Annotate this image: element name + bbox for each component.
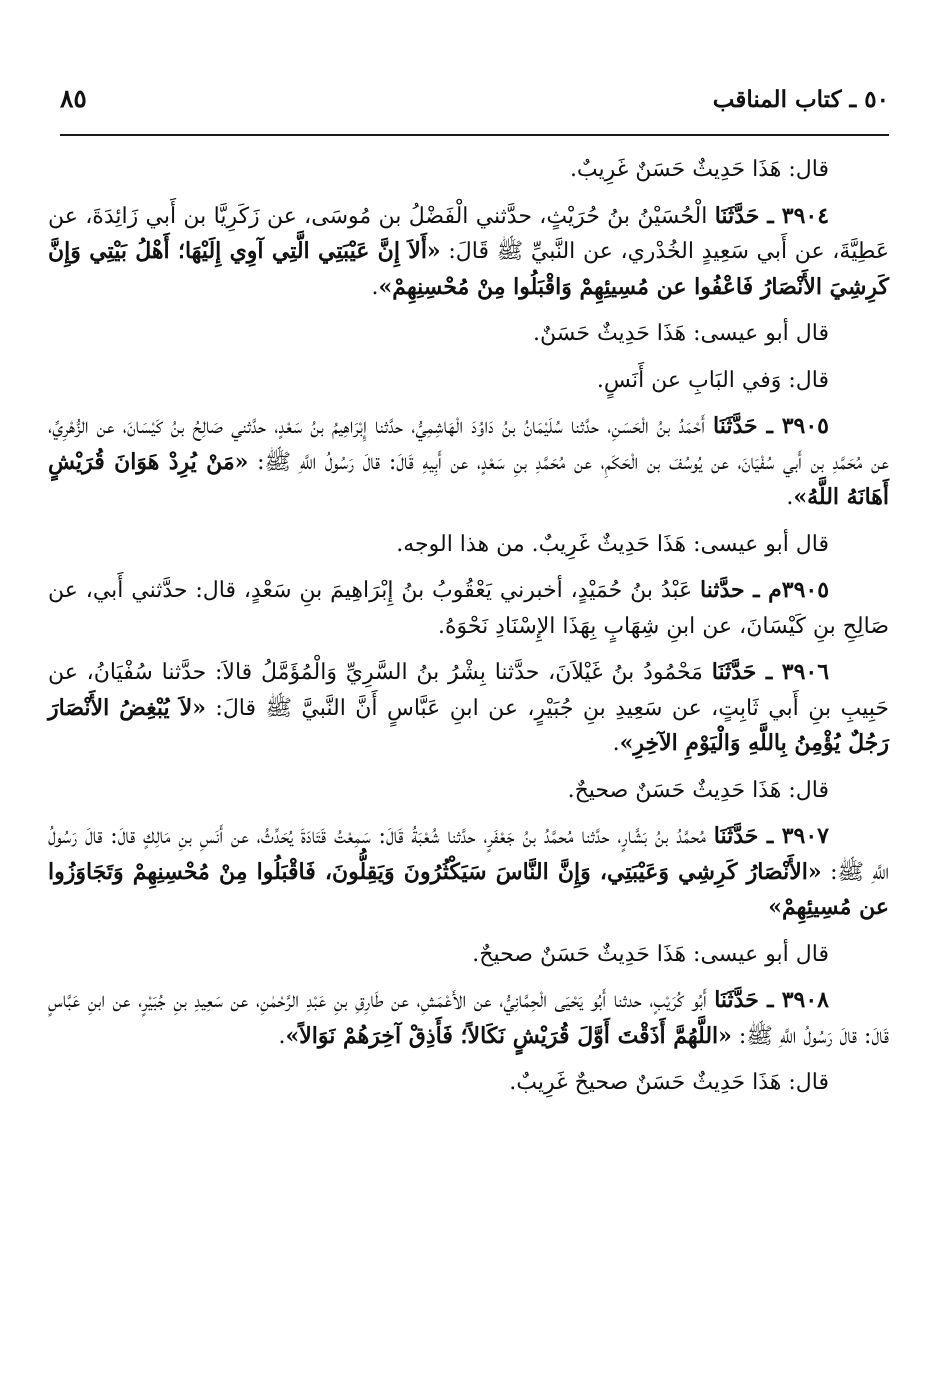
isnad-text: أَحْمَدُ بنُ الْحَسَنِ، حدَّثنا سُلَيْمَانُ بنُ دَاوُدَ الْهَاشِمِيُّ، حدَّثنا إِبْرَاهِيمُ بنُ سَعْدٍ، حدَّثني صَالِحُ بنُ كَيْسَانَ، عن الزُّهْرِيِّ، عن مُحَمَّدِ بن أَبي سُفْيَانَ، عن يُوسُفَ بن الْحَكَمِ، عن مُحَمَّدِ بنِ سَعْدٍ، عن أَبِيهِ قَالَ: قالَ رَسُولُ اللَّهِ ﷺ: [48, 414, 889, 475]
hadith-3905: ٣٩٠٥ ـ حَدَّثَنَا أَحْمَدُ بنُ الْحَسَنِ، حدَّثنا سُلَيْمَانُ بنُ دَاوُدَ الْهَاشِمِيُّ، حدَّثنا إِبْرَاهِيمُ بنُ سَعْدٍ، حدَّثني صَالِحُ بنُ كَيْسَانَ، عن الزُّهْرِيِّ، عن مُحَمَّدِ بن أَبي سُفْيَانَ، عن يُوسُفَ بن الْحَكَمِ، عن مُحَمَّدِ بنِ سَعْدٍ، عن أَبِيهِ قَالَ: قالَ رَسُولُ اللَّهِ ﷺ: «مَنْ يُرِدْ هَوَانَ قُرَيْشٍ أَهَانَهُ اللَّهُ». [48, 413, 889, 510]
hadith-number: ٣٩٠٥ [781, 413, 829, 439]
hadith-tail: . [371, 274, 379, 300]
note-text: قال أبو عيسى: هَذَا حَدِيثٌ حَسَنٌ صحيحٌ. [472, 941, 829, 967]
hadith-number: ٣٩٠٥م [768, 577, 830, 603]
chapter-note [48, 363, 889, 399]
page-number: ٨٥ [60, 84, 87, 113]
note-text: قال: هَذَا حَدِيثٌ حَسَنٌ صحيحٌ غَرِيبٌ. [509, 1070, 829, 1095]
isnad-text: مَحْمُودُ بنُ غَيْلاَنَ، حدَّثنا بِشْرُ بنُ السَّرِيِّ وَالْمُؤَمَّلُ قالاَ: حدَّثنا سُفْيَانُ، عن حَبِيبِ بنِ أَبي ثَابِتٍ، عن سَعِيدِ بنِ جُبَيْرٍ، عن ابنِ عَبَّاسٍ أَنَّ النَّبيَّ ﷺ قالَ: [48, 660, 889, 721]
isnad-text: الْحُسَيْنُ بنُ حُرَيْثٍ، حدَّثني الْفَضْلُ بن مُوسَى، عن زَكَرِيَّا بن أَبي زَائِدَةَ، عن عَطِيَّةَ، عن أَبي سَعِيدٍ الخُدْري، عن النَّبيِّ ﷺ قَالَ: [48, 203, 890, 264]
hadith-tail: . [786, 485, 794, 510]
note-text: قال: وَفي البَابِ عن أَنَسٍ. [596, 367, 829, 393]
grading-note [48, 316, 889, 352]
hadith-number: ٣٩٠٤ [781, 202, 830, 229]
matn-text: «أَلاَ إِنَّ عَيْبَتِي الَّتِي آوِي إِلَيْهَا؛ أَهْلُ بَيْتِي وَإِنَّ كَرِشِيَ الأَنْصَارُ فَاعْفُوا عن مُسِيئِهِمْ وَاقْبَلُوا مِنْ مُحْسِنِهِمْ» [48, 238, 889, 300]
isnad-text: عَبْدُ بنُ حُمَيْدٍ، أخبرني يَعْقُوبُ بنُ إِبْرَاهِيمَ بنِ سَعْدٍ، قال: حدَّثني أَبي، عن صَالِحِ بنِ كَيْسَانَ، عن ابنِ شِهَابٍ بِهَذَا الإِسْنَادِ نَحْوَهُ. [48, 578, 889, 639]
haddathana-keyword: حَدَّثَنَا [714, 202, 760, 229]
isnad-text: أَبُو كُرَيْبٍ، حدثنا أَبُو يَحْيَى الْحِمَّانِيُّ، عن الأَعْمَشِ، عن طَارِقِ بنِ عَبْدِ الرَّحْمٰنِ، عن سَعِيدِ بنِ جُبَيْرٍ، عن ابنِ عَبَّاسٍ قَالَ: قالَ رَسُولُ اللَّهِ ﷺ: [48, 988, 889, 1049]
chapter-title: ٥٠ ـ كتاب المناقب [712, 86, 889, 113]
hadith-3907: ٣٩٠٧ ـ حَدَّثَنَا مُحمَّدُ بنُ بَشَّارٍ، حدَّثنا مُحمَّدُ بنُ جَعْفَرٍ، حدَّثنا شُعْبَةُ قَالَ: سَمِعْتُ قَتَادَةَ يُحَدِّثُ، عن أَنَسِ بنِ مَالِكٍ قالَ: قالَ رَسُولُ اللَّهِ ﷺ: «الأَنْصَارُ كَرِشِي وَعَيْبَتِي، وَإِنَّ النَّاسَ سَيَكْثُرُونَ وَيَقِلُّونَ، فَاقْبَلُوا مِنْ مُحْسِنِهِمْ وَتَجَاوَزُوا عن مُسِيئِهِمْ» [48, 823, 889, 920]
header-divider [60, 134, 889, 136]
grading-note [48, 527, 889, 563]
hadith-tail: . [278, 1023, 286, 1049]
haddathana-keyword: حَدَّثَنَا [714, 987, 759, 1013]
note-text: قال أبو عيسى: هَذَا حَدِيثٌ حَسَنٌ. [532, 321, 829, 346]
matn-text: «مَنْ يُرِدْ هَوَانَ قُرَيْشٍ أَهَانَهُ اللَّهُ» [48, 448, 889, 510]
haddathana-keyword: حدَّثنا [700, 577, 745, 603]
haddathana-keyword: حَدَّثَنَا [713, 413, 758, 439]
note-text: قال: هَذَا حَدِيثٌ حَسَنٌ غَرِيبٌ. [569, 157, 829, 182]
page-body [48, 152, 889, 1112]
haddathana-keyword: حَدَّثَنَا [713, 823, 759, 849]
isnad-text: مُحمَّدُ بنُ بَشَّارٍ، حدَّثنا مُحمَّدُ بنُ جَعْفَرٍ، حدَّثنا شُعْبَةُ قَالَ: سَمِعْتُ قَتَادَةَ يُحَدِّثُ، عن أَنَسِ بنِ مَالِكٍ قالَ: قالَ رَسُولُ اللَّهِ ﷺ: [48, 824, 889, 885]
matn-text: «اللَّهُمَّ أَذَقْتَ أَوَّلَ قُرَيْشٍ نَكَالاً؛ فَأَذِقْ آخِرَهُمْ نَوَالاً» [285, 1022, 732, 1049]
grading-note [48, 937, 889, 973]
hadith-3906: ٣٩٠٦ ـ حَدَّثَنَا مَحْمُودُ بنُ غَيْلاَنَ، حدَّثنا بِشْرُ بنُ السَّرِيِّ وَالْمُؤَمَّلُ قالاَ: حدَّثنا سُفْيَانُ، عن حَبِيبِ بنِ أَبي ثَابِتٍ، عن سَعِيدِ بنِ جُبَيْرٍ، عن ابنِ عَبَّاسٍ أَنَّ النَّبيَّ ﷺ قالَ: «لاَ يُبْغِضُ الأَنْصَارَ رَجُلٌ يُؤْمِنُ بِاللَّهِ وَالْيَوْمِ الآخِرِ». [48, 659, 889, 756]
hadith-number: ٣٩٠٦ [781, 659, 830, 685]
hadith-tail: . [612, 731, 620, 756]
grading-note [48, 152, 889, 188]
running-header [60, 82, 889, 130]
matn-text: «الأَنْصَارُ كَرِشِي وَعَيْبَتِي، وَإِنَّ النَّاسَ سَيَكْثُرُونَ وَيَقِلُّونَ، فَاقْبَلُوا مِنْ مُحْسِنِهِمْ وَتَجَاوَزُوا عن مُسِيئِهِمْ» [48, 858, 889, 920]
grading-note [48, 773, 889, 809]
matn-text: «لاَ يُبْغِضُ الأَنْصَارَ رَجُلٌ يُؤْمِنُ بِاللَّهِ وَالْيَوْمِ الآخِرِ» [48, 694, 889, 756]
haddathana-keyword: حَدَّثَنَا [711, 659, 757, 685]
grading-note [48, 1065, 889, 1101]
hadith-3905m: ٣٩٠٥م ـ حدَّثنا عَبْدُ بنُ حُمَيْدٍ، أخبرني يَعْقُوبُ بنُ إِبْرَاهِيمَ بنِ سَعْدٍ، قال: حدَّثني أَبي، عن صَالِحِ بنِ كَيْسَانَ، عن ابنِ شِهَابٍ بِهَذَا الإِسْنَادِ نَحْوَهُ. [48, 577, 889, 639]
hadith-3904: ٣٩٠٤ ـ حَدَّثَنَا الْحُسَيْنُ بنُ حُرَيْثٍ، حدَّثني الْفَضْلُ بن مُوسَى، عن زَكَرِيَّا بن أَبي زَائِدَةَ، عن عَطِيَّةَ، عن أَبي سَعِيدٍ الخُدْري، عن النَّبيِّ ﷺ قَالَ: «أَلاَ إِنَّ عَيْبَتِي الَّتِي آوِي إِلَيْهَا؛ أَهْلُ بَيْتِي وَإِنَّ كَرِشِيَ الأَنْصَارُ فَاعْفُوا عن مُسِيئِهِمْ وَاقْبَلُوا مِنْ مُحْسِنِهِمْ». [48, 202, 890, 300]
hadith-number: ٣٩٠٨ [781, 987, 829, 1013]
hadith-number: ٣٩٠٧ [781, 823, 829, 849]
note-text: قال: هَذَا حَدِيثٌ حَسَنٌ صحيحٌ. [567, 777, 829, 803]
hadith-3908: ٣٩٠٨ ـ حَدَّثَنَا أَبُو كُرَيْبٍ، حدثنا أَبُو يَحْيَى الْحِمَّانِيُّ، عن الأَعْمَشِ، عن طَارِقِ بنِ عَبْدِ الرَّحْمٰنِ، عن سَعِيدِ بنِ جُبَيْرٍ، عن ابنِ عَبَّاسٍ قَالَ: قالَ رَسُولُ اللَّهِ ﷺ: «اللَّهُمَّ أَذَقْتَ أَوَّلَ قُرَيْشٍ نَكَالاً؛ فَأَذِقْ آخِرَهُمْ نَوَالاً». [48, 987, 889, 1049]
note-text: قال أبو عيسى: هَذَا حَدِيثٌ غَرِيبٌ. من هذا الوجه. [396, 531, 829, 557]
